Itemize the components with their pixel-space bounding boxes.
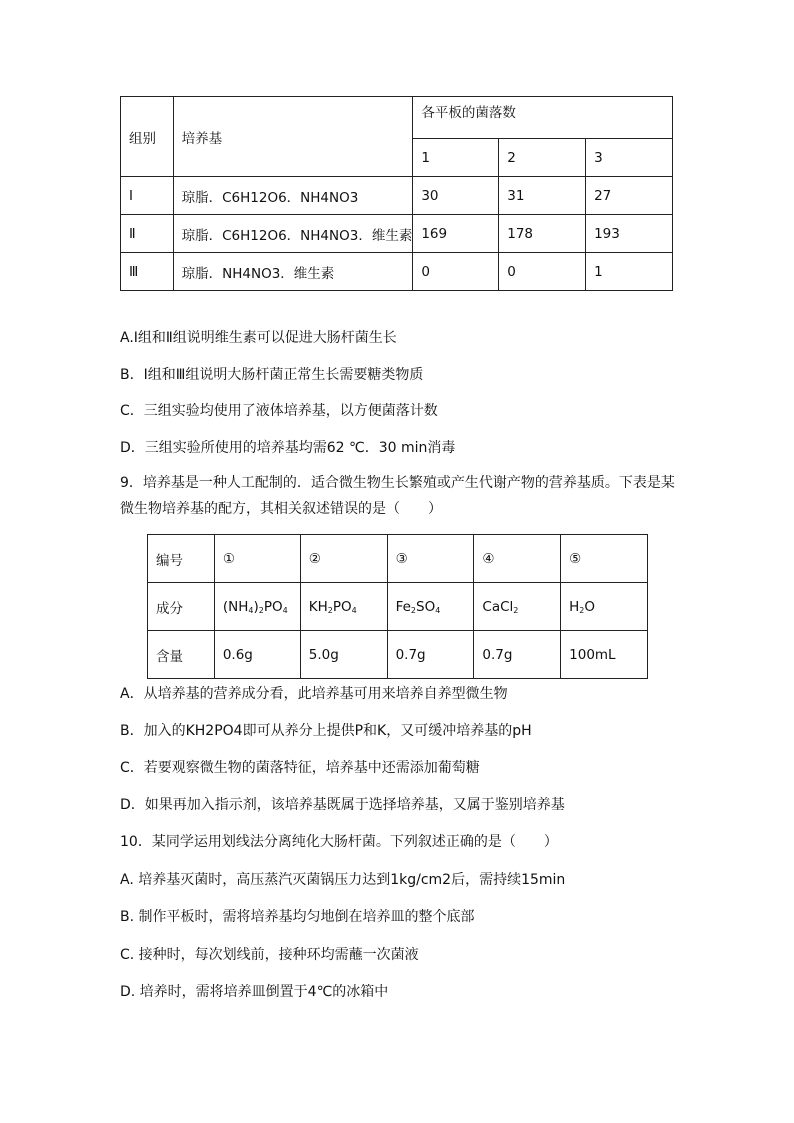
header-group: 组别 bbox=[121, 97, 174, 177]
cell-number: ③ bbox=[387, 535, 474, 583]
cell-amount: 0.7g bbox=[474, 631, 561, 679]
colony-count-table bbox=[120, 96, 673, 291]
q9-option-c: C．若要观察微生物的菌落特征，培养基中还需添加葡萄糖 bbox=[120, 760, 480, 776]
q10-option-d: D. 培养时，需将培养皿倒置于4℃的冰箱中 bbox=[120, 984, 389, 1000]
table-row bbox=[121, 177, 673, 215]
table-row bbox=[148, 535, 648, 583]
cell-count: 169 bbox=[413, 215, 499, 253]
header-plate-2: 2 bbox=[499, 139, 586, 177]
q8-option-b: B．Ⅰ组和Ⅲ组说明大肠杆菌正常生长需要糖类物质 bbox=[120, 367, 424, 383]
cell-number: ① bbox=[214, 535, 300, 583]
header-plate-1: 1 bbox=[413, 139, 499, 177]
cell-component: $KH_2PO_4$ bbox=[300, 583, 387, 631]
cell-component: $Fe_2SO_4$ bbox=[387, 583, 474, 631]
q10-option-c: C. 接种时，每次划线前，接种环均需蘸一次菌液 bbox=[120, 947, 419, 963]
q9-option-d: D．如果再加入指示剂，该培养基既属于选择培养基，又属于鉴别培养基 bbox=[120, 797, 565, 813]
header-colony-counts: 各平板的菌落数 bbox=[413, 97, 673, 139]
table-row bbox=[121, 215, 673, 253]
q9-option-a: A．从培养基的营养成分看，此培养基可用来培养自养型微生物 bbox=[120, 686, 508, 702]
q10-option-b: B. 制作平板时，需将培养基均匀地倒在培养皿的整个底部 bbox=[120, 909, 475, 925]
cell-number: ④ bbox=[474, 535, 561, 583]
cell-count: 193 bbox=[586, 215, 673, 253]
label-component: 成分 bbox=[148, 583, 215, 631]
cell-count: 1 bbox=[586, 253, 673, 291]
cell-amount: 0.6g bbox=[214, 631, 300, 679]
medium-recipe-table bbox=[147, 534, 648, 679]
table-row bbox=[148, 583, 648, 631]
label-number: 编号 bbox=[148, 535, 215, 583]
q8-option-d: D．三组实验所使用的培养基均需62 ℃．30 min消毒 bbox=[120, 440, 456, 456]
cell-count: 31 bbox=[499, 177, 586, 215]
cell-count: 30 bbox=[413, 177, 499, 215]
cell-amount: 100mL bbox=[561, 631, 648, 679]
cell-number: ⑤ bbox=[561, 535, 648, 583]
cell-count: 27 bbox=[586, 177, 673, 215]
cell-group: Ⅱ bbox=[121, 215, 174, 253]
cell-component: $H_2O$ bbox=[561, 583, 648, 631]
cell-count: 0 bbox=[413, 253, 499, 291]
cell-amount: 5.0g bbox=[300, 631, 387, 679]
label-amount: 含量 bbox=[148, 631, 215, 679]
q8-option-c: C．三组实验均使用了液体培养基，以方便菌落计数 bbox=[120, 403, 438, 419]
table-row bbox=[121, 97, 673, 139]
table-row bbox=[121, 253, 673, 291]
header-plate-3: 3 bbox=[586, 139, 673, 177]
cell-number: ② bbox=[300, 535, 387, 583]
q8-option-a: A.Ⅰ组和Ⅱ组说明维生素可以促进大肠杆菌生长 bbox=[120, 330, 397, 346]
header-medium: 培养基 bbox=[173, 97, 413, 177]
cell-component: $(NH_4)_2PO_4$ bbox=[214, 583, 300, 631]
cell-medium: 琼脂．NH4NO3．维生素 bbox=[173, 253, 413, 291]
cell-group: Ⅰ bbox=[121, 177, 174, 215]
table-row bbox=[148, 631, 648, 679]
q9-stem: 9．培养基是一种人工配制的．适合微生物生长繁殖或产生代谢产物的营养基质。下表是某微生物培养基的配方，其相关叙述错误的是（ ） bbox=[120, 475, 675, 517]
q10-stem: 10．某同学运用划线法分离纯化大肠杆菌。下列叙述正确的是（ ） bbox=[120, 834, 558, 850]
cell-group: Ⅲ bbox=[121, 253, 174, 291]
cell-count: 0 bbox=[499, 253, 586, 291]
q10-option-a: A. 培养基灭菌时，高压蒸汽灭菌锅压力达到1kg/cm2后，需持续15min bbox=[120, 872, 566, 888]
cell-component: CaCl$_2$ bbox=[474, 583, 561, 631]
q9-option-b: B．加入的KH2PO4即可从养分上提供P和K，又可缓冲培养基的pH bbox=[120, 723, 532, 739]
cell-amount: 0.7g bbox=[387, 631, 474, 679]
cell-medium: 琼脂．C6H12O6．NH4NO3 bbox=[173, 177, 413, 215]
cell-medium: 琼脂．C6H12O6．NH4NO3．维生素 bbox=[173, 215, 413, 253]
cell-count: 178 bbox=[499, 215, 586, 253]
